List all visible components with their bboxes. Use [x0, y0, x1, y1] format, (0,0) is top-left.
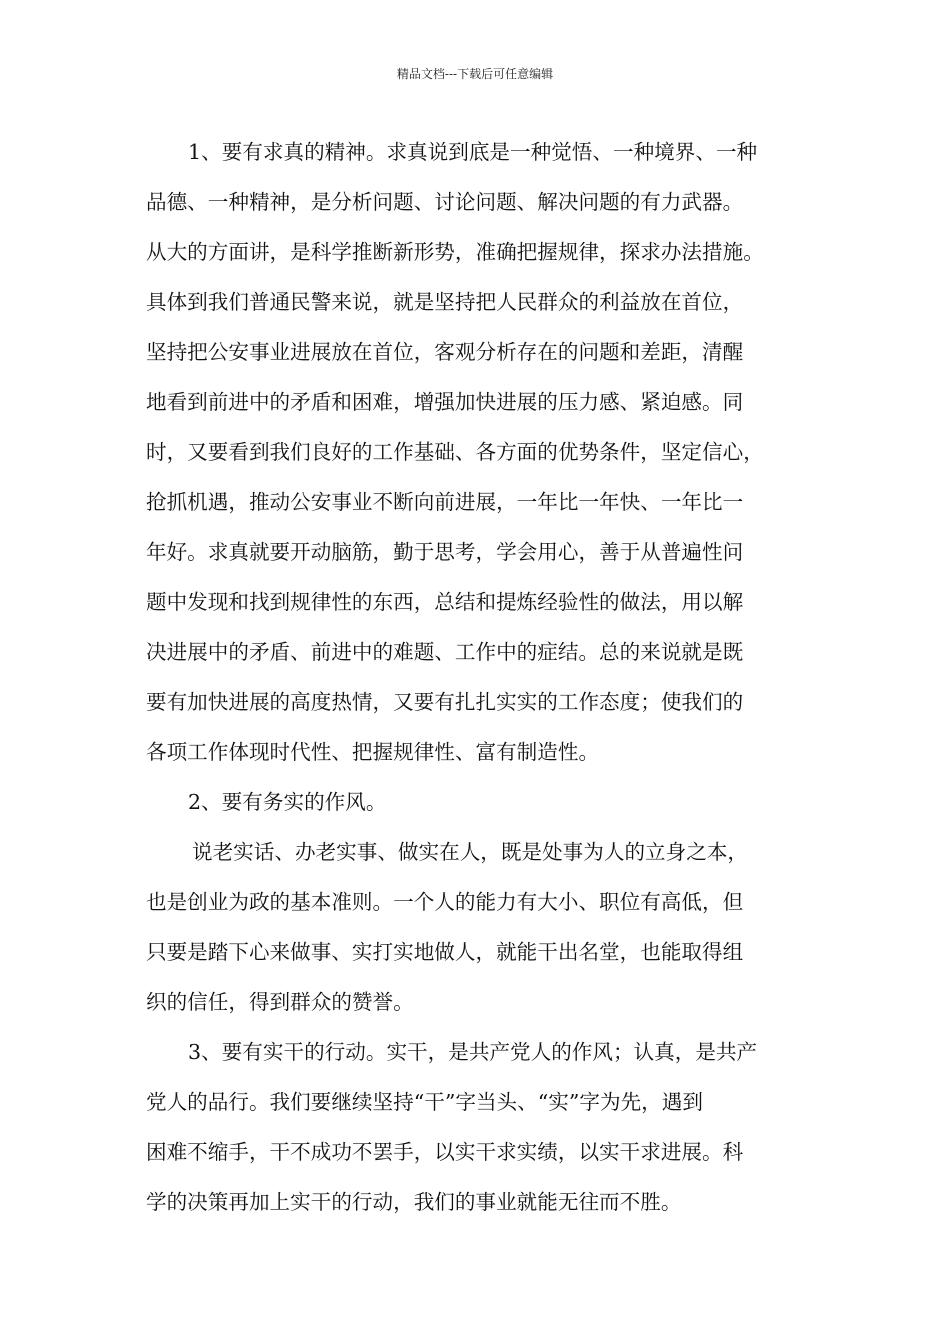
paragraph-3-line-3: 困难不缩手，干不成功不罢手，以实干求实绩，以实干求进展。科 — [146, 1140, 744, 1164]
paragraph-1-line-2: 品德、一种精神，是分析问题、讨论问题、解决问题的有力武器。 — [146, 190, 744, 214]
paragraph-1-line-7: 时，又要看到我们良好的工作基础、各方面的优势条件，坚定信心， — [146, 440, 764, 464]
heading-2: 2、要有务实的作风。 — [188, 790, 387, 814]
paragraph-2-line-1: 说老实话、办老实事、做实在人，既是处事为人的立身之本， — [192, 840, 749, 864]
paragraph-3-line-2: 党人的品行。我们要继续坚持“干”字当头、“实”字为先，遇到 — [146, 1090, 703, 1114]
paragraph-3-line-1: 3、要有实干的行动。实干，是共产党人的作风；认真，是共产 — [188, 1040, 758, 1064]
paragraph-1-line-11: 决进展中的矛盾、前进中的难题、工作中的症结。总的来说就是既 — [146, 640, 744, 664]
paragraph-1-line-12: 要有加快进展的高度热情，又要有扎扎实实的工作态度；使我们的 — [146, 690, 744, 714]
paragraph-2-line-4: 织的信任，得到群众的赞誉。 — [146, 990, 414, 1014]
paragraph-1-line-3: 从大的方面讲，是科学推断新形势，准确把握规律，探求办法措施。 — [146, 240, 764, 264]
paragraph-1-line-4: 具体到我们普通民警来说，就是坚持把人民群众的利益放在首位， — [146, 290, 744, 314]
paragraph-1-line-13: 各项工作体现时代性、把握规律性、富有制造性。 — [146, 740, 600, 764]
paragraph-1-line-5: 坚持把公安事业进展放在首位，客观分析存在的问题和差距，清醒 — [146, 340, 744, 364]
paragraph-3-line-4: 学的决策再加上实干的行动，我们的事业就能无往而不胜。 — [146, 1190, 682, 1214]
paragraph-1-line-9: 年好。求真就要开动脑筋，勤于思考，学会用心，善于从普遍性问 — [146, 540, 744, 564]
paragraph-1-line-8: 抢抓机遇，推动公安事业不断向前进展，一年比一年快、一年比一 — [146, 490, 744, 514]
paragraph-2-line-3: 只要是踏下心来做事、实打实地做人，就能干出名堂，也能取得组 — [146, 940, 744, 964]
paragraph-2-line-2: 也是创业为政的基本准则。一个人的能力有大小、职位有高低，但 — [146, 890, 744, 914]
paragraph-1-line-10: 题中发现和找到规律性的东西，总结和提炼经验性的做法，用以解 — [146, 590, 744, 614]
paragraph-1-line-6: 地看到前进中的矛盾和困难，增强加快进展的压力感、紧迫感。同 — [146, 390, 744, 414]
page-header: 精品文档---下载后可任意编辑 — [396, 67, 554, 81]
paragraph-1-line-1: 1、要有求真的精神。求真说到底是一种觉悟、一种境界、一种 — [188, 140, 758, 164]
